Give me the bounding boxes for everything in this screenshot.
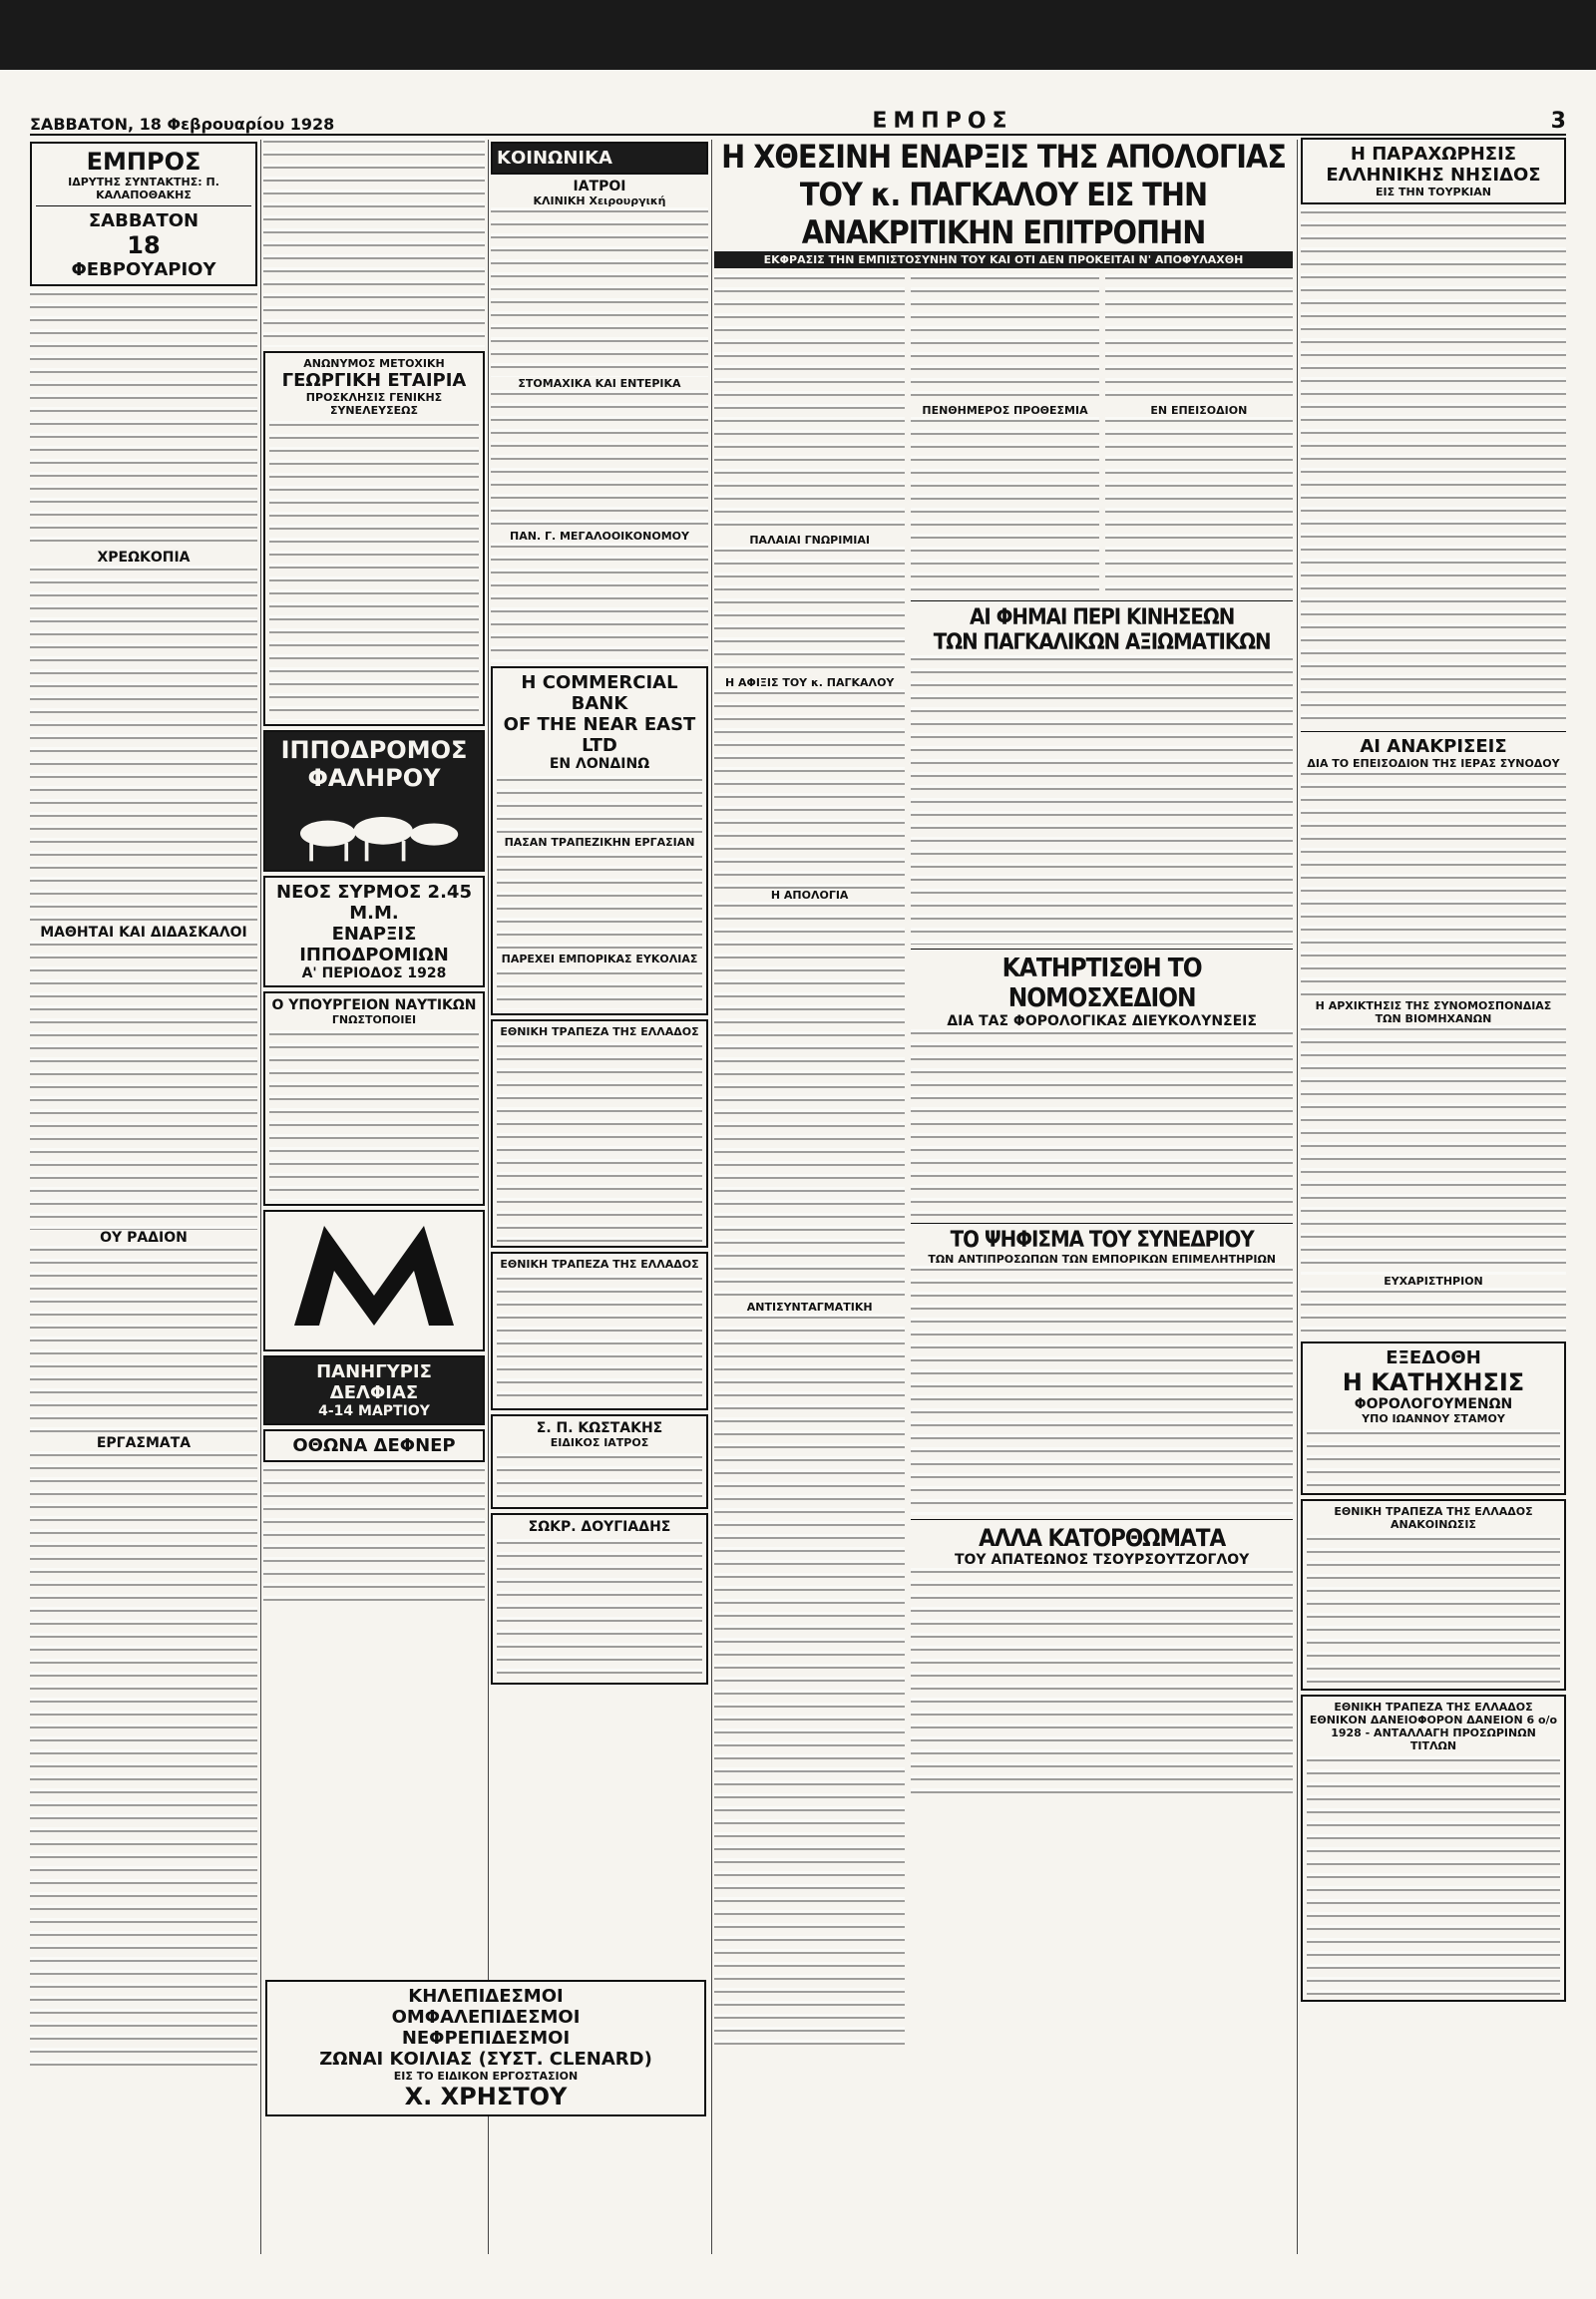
column-main-story: [714, 138, 1293, 2262]
text-block: [491, 543, 708, 662]
column-ads-left: [263, 138, 485, 2262]
column-social: [491, 138, 708, 2262]
text-block: [263, 138, 485, 347]
ad-subtitle: ΓΕΩΡΓΙΚΗ ΕΤΑΙΡΙΑ: [281, 370, 467, 391]
section-heading: Η ΑΡΧΙΚΤΗΣΙΣ ΤΗΣ ΣΥΝΟΜΟΣΠΟΝΔΙΑΣ ΤΩΝ ΒΙΟΜΗΧΑΝΩΝ: [1315, 999, 1552, 1025]
headline-island-2: ΕΛΛΗΝΙΚΗΣ ΝΗΣΙΔΟΣ: [1326, 165, 1541, 186]
column-rule: [260, 140, 261, 2254]
ad-line: ΕΙΣ ΤΟ ΕΙΔΙΚΟΝ ΕΡΓΟΣΤΑΣΙΟΝ: [393, 2070, 579, 2083]
column-rule: [1297, 140, 1298, 2254]
ad-line: ΟΜΦΑΛΕΠΙΔΕΣΜΟΙ: [391, 2007, 581, 2028]
ad-line: ΠΑΡΕΧΕΙ ΕΜΠΟΡΙΚΑΣ ΕΥΚΟΛΙΑΣ: [501, 953, 698, 965]
ad-hippodrome: [263, 730, 485, 872]
editorial-daynum: 18: [127, 231, 161, 259]
text-block: [714, 274, 905, 534]
ad-line: ΝΕΟΣ ΣΥΡΜΟΣ 2.45 Μ.Μ.: [276, 882, 472, 924]
ad-races-schedule: [263, 876, 485, 987]
section-heading: Η ΑΦΙΞΙΣ ΤΟΥ κ. ΠΑΓΚΑΛΟΥ: [724, 676, 895, 689]
ad-logo-m: [263, 1210, 485, 1351]
headline-resolution-sub: ΤΩΝ ΑΝΤΙΠΡΟΣΩΠΩΝ ΤΩΝ ΕΜΠΟΡΙΚΩΝ ΕΠΙΜΕΛΗΤΗΡΙΩΝ: [928, 1253, 1276, 1266]
ad-note: ΠΡΟΣΚΛΗΣΙΣ ΓΕΝΙΚΗΣ ΣΥΝΕΛΕΥΣΕΩΣ: [305, 391, 443, 417]
text-block: [269, 421, 479, 720]
editorial-subtitle: ΙΔΡΥΤΗΣ ΣΥΝΤΑΚΤΗΣ: Π. ΚΑΛΑΠΟΘΑΚΗΣ: [68, 176, 219, 201]
main-subheadline: ΕΚΦΡΑΣΙΣ ΤΗΝ ΕΜΠΙΣΤΟΣΥΝΗΝ ΤΟΥ ΚΑΙ ΟΤΙ ΔΕΝ ΠΡΟΚΕΙΤΑΙ Ν' ΑΠΟΦΥΛΑΧΘΗ: [714, 251, 1293, 268]
ad-line: Α' ΠΕΡΙΟΔΟΣ 1928: [301, 965, 447, 981]
ad-line: ΦΟΡΟΛΟΓΟΥΜΕΝΩΝ: [1354, 1396, 1513, 1412]
section-heading: ΜΑΘΗΤΑΙ ΚΑΙ ΔΙΔΑΣΚΑΛΟΙ: [40, 925, 247, 941]
headline-island: Η ΠΑΡΑΧΩΡΗΣΙΣ: [1350, 144, 1517, 165]
ad-line: Ο ΥΠΟΥΡΓΕΙΟΝ ΝΑΥΤΙΚΩΝ: [271, 997, 477, 1013]
text-block: [1307, 1429, 1560, 1489]
text-block: [714, 689, 905, 889]
ad-line: OF THE NEAR EAST LTD: [503, 714, 696, 756]
section-heading: ΣΤΟΜΑΧΙΚΑ ΚΑΙ ΕΝΤΕΡΙΚΑ: [518, 377, 681, 390]
text-block: [30, 1246, 257, 1435]
headline-inquiries: ΑΙ ΑΝΑΚΡΙΣΕΙΣ: [1360, 736, 1507, 757]
text-block: [1301, 1025, 1566, 1275]
ad-line: ΑΝΑΚΟΙΝΩΣΙΣ: [1391, 1518, 1476, 1531]
text-block: [714, 1314, 905, 2052]
text-block: [30, 566, 257, 925]
text-block: [911, 1266, 1293, 1515]
text-block: [1105, 274, 1293, 404]
text-block: [497, 1539, 702, 1679]
ad-doctor-kostakis: [491, 1414, 708, 1509]
column-rule: [711, 140, 712, 2254]
ad-line: ΠΑΝΗΓΥΡΙΣ ΔΕΛΦΙΑΣ: [316, 1361, 432, 1403]
text-block: [497, 853, 702, 953]
text-block: [911, 1568, 1293, 1797]
text-block: [269, 1030, 479, 1200]
ad-line: ΓΝΩΣΤΟΠΟΙΕΙ: [331, 1013, 417, 1026]
text-block: [1301, 770, 1566, 999]
ad-delphi-festival: [263, 1355, 485, 1425]
letter-m-logo-icon: [284, 1216, 464, 1336]
headline-fraudster: ΑΛΛΑ ΚΑΤΟΡΘΩΜΑΤΑ: [979, 1524, 1226, 1552]
headline-officers-2: ΤΩΝ ΠΑΓΚΑΛΙΚΩΝ ΑΞΙΩΜΑΤΙΚΩΝ: [933, 630, 1271, 655]
section-heading: ΕΡΓΑΣΜΑΤΑ: [96, 1435, 192, 1451]
ad-book-box: [1301, 1341, 1566, 1495]
horses-illustration-icon: [274, 792, 474, 866]
ad-commercial-bank: [491, 666, 708, 1015]
ad-line: ΕΝΑΡΞΙΣ ΙΠΠΟΔΡΟΜΙΩΝ: [299, 924, 449, 965]
social-title: ΚΟΙΝΩΝΙΚΑ: [497, 148, 612, 169]
text-block: [911, 417, 1098, 596]
text-block: [30, 941, 257, 1230]
headline-fraudster-sub: ΤΟΥ ΑΠΑΤΕΩΝΟΣ ΤΣΟΥΡΣΟΥΤΖΟΓΛΟΥ: [954, 1552, 1250, 1568]
section-heading: ΕΝ ΕΠΕΙΣΟΔΙΟΝ: [1150, 404, 1248, 417]
social-header: [491, 142, 708, 175]
text-block: [497, 1042, 702, 1242]
ad-national-bank-2: [491, 1252, 708, 1410]
ad-hernia-belts: [265, 1980, 706, 2116]
page-header: [30, 108, 1566, 136]
ad-line: Χ. ΧΡΗΣΤΟΥ: [404, 2083, 568, 2110]
ad-line: Η ΚΑΤΗΧΗΣΙΣ: [1342, 1368, 1525, 1396]
headline-bill-sub: ΔΙΑ ΤΑΣ ΦΟΡΟΛΟΓΙΚΑΣ ΔΙΕΥΚΟΛΥΝΣΕΙΣ: [947, 1013, 1257, 1029]
text-block: [497, 1275, 702, 1404]
page-number: 3: [1550, 109, 1566, 134]
editorial-month: ΦΕΒΡΟΥΑΡΙΟΥ: [71, 259, 216, 280]
column-rule: [488, 140, 489, 2254]
column-news-right: [1301, 138, 1566, 2262]
text-block: [491, 207, 708, 377]
headline-bill: ΚΑΤΗΡΤΙΣΘΗ ΤΟ ΝΟΜΟΣΧΕΔΙΟΝ: [1001, 954, 1202, 1013]
section-heading: ΠΑΝ. Γ. ΜΕΓΑΛΟΟΙΚΟΝΟΜΟΥ: [510, 530, 689, 543]
header-date: ΣΑΒΒΑΤΟΝ, 18 Φεβρουαρίου 1928: [30, 115, 335, 134]
text-block: [1307, 1535, 1560, 1685]
text-block: [714, 547, 905, 676]
ad-line: ΕΘΝΙΚΗ ΤΡΑΠΕΖΑ ΤΗΣ ΕΛΛΑΔΟΣ: [500, 1258, 699, 1271]
text-block: [911, 655, 1293, 945]
text-block: [1301, 1288, 1566, 1338]
ad-navy-ministry: [263, 991, 485, 1206]
ad-line: ΠΑΣΑΝ ΤΡΑΠΕΖΙΚΗΝ ΕΡΓΑΣΙΑΝ: [504, 836, 695, 849]
text-block: [1301, 208, 1566, 727]
ad-otho-defner: [263, 1429, 485, 1462]
ad-line: Η COMMERCIAL BANK: [521, 672, 678, 714]
editorial-masthead: [30, 142, 257, 286]
main-headline: Η ΧΘΕΣΙΝΗ ΕΝΑΡΞΙΣ ΤΗΣ ΑΠΟΛΟΓΙΑΣ: [721, 138, 1286, 176]
text-block: [491, 390, 708, 530]
ad-line: ΕΘΝΙΚΗ ΤΡΑΠΕΖΑ ΤΗΣ ΕΛΛΑΔΟΣ: [1334, 1505, 1533, 1518]
ad-line: ΕΞΕΔΟΘΗ: [1386, 1347, 1481, 1368]
headline-officers: ΑΙ ΦΗΜΑΙ ΠΕΡΙ ΚΙΝΗΣΕΩΝ: [970, 605, 1235, 630]
scan-top-band: [0, 0, 1596, 70]
text-block: [30, 1451, 257, 2070]
ad-line: ΖΩΝΑΙ ΚΟΙΛΙΑΣ (ΣΥΣΤ. CLENARD): [319, 2049, 652, 2070]
ad-line: ΕΘΝΙΚΗ ΤΡΑΠΕΖΑ ΤΗΣ ΕΛΛΑΔΟΣ: [500, 1025, 699, 1038]
headline-resolution: ΤΟ ΨΗΦΙΣΜΑ ΤΟΥ ΣΥΝΕΔΡΙΟΥ: [950, 1228, 1254, 1253]
main-headline-2: ΤΟΥ κ. ΠΑΓΚΑΛΟΥ ΕΙΣ ΤΗΝ ΑΝΑΚΡΙΤΙΚΗΝ ΕΠΙΤΡΟΠΗΝ: [799, 176, 1208, 251]
ad-line: 4-14 ΜΑΡΤΙΟΥ: [318, 1403, 430, 1419]
text-block: [1105, 417, 1293, 596]
text-block: [1307, 1756, 1560, 1996]
ad-line: ΟΘΩΝΑ ΔΕΦΝΕΡ: [292, 1435, 456, 1456]
text-block: [911, 274, 1098, 404]
ad-line: Σ. Π. ΚΩΣΤΑΚΗΣ: [536, 1420, 663, 1436]
ad-line: ΣΩΚΡ. ΔΟΥΓΙΑΔΗΣ: [528, 1519, 671, 1535]
ad-doctor-dougiadis: [491, 1513, 708, 1685]
ad-title: ΑΝΩΝΥΜΟΣ ΜΕΤΟΧΙΚΗ: [303, 357, 445, 370]
section-heading: ΑΝΤΙΣΥΝΤΑΓΜΑΤΙΚΗ: [746, 1301, 873, 1314]
ad-line: ΚΗΛΕΠΙΔΕΣΜΟΙ: [408, 1986, 564, 2007]
section-heading: ΧΡΕΩΚΟΠΙΑ: [97, 550, 191, 566]
section-heading: ΟΥ ΡΑΔΙΟΝ: [100, 1230, 188, 1246]
ad-line: ΕΘΝΙΚΗ ΤΡΑΠΕΖΑ ΤΗΣ ΕΛΛΑΔΟΣ: [1334, 1701, 1533, 1714]
ad-line: ΕΝ ΛΟΝΔΙΝΩ: [549, 756, 650, 772]
headline-island-box: [1301, 138, 1566, 204]
text-block: [263, 1466, 485, 1606]
section-heading: ΠΕΝΘΗΜΕΡΟΣ ΠΡΟΘΕΣΜΙΑ: [922, 404, 1088, 417]
text-block: [30, 290, 257, 550]
ad-hippodrome-title: ΙΠΠΟΔΡΟΜΟΣ ΦΑΛΗΡΟΥ: [280, 736, 468, 792]
text-block: [497, 1453, 702, 1503]
ad-line: ΕΙΔΙΚΟΣ ΙΑΤΡΟΣ: [550, 1436, 649, 1449]
text-block: [497, 776, 702, 836]
section-heading: ΕΥΧΑΡΙΣΤΗΡΙΟΝ: [1384, 1275, 1483, 1288]
ad-agricultural-company: [263, 351, 485, 726]
ad-national-bank-right-1: [1301, 1499, 1566, 1691]
ad-national-bank-right-2: [1301, 1695, 1566, 2002]
section-heading: ΠΑΛΑΙΑΙ ΓΝΩΡΙΜΙΑΙ: [749, 534, 870, 547]
text-block: [714, 902, 905, 1301]
ad-line: ΝΕΦΡΕΠΙΔΕΣΜΟΙ: [401, 2028, 571, 2049]
header-masthead: ΕΜΠΡΟΣ: [872, 109, 1013, 134]
ad-line: ΥΠΟ ΙΩΑΝΝΟΥ ΣΤΑΜΟΥ: [1362, 1412, 1505, 1425]
ad-line: ΕΘΝΙΚΟΝ ΔΑΝΕΙΟΦΟΡΟΝ ΔΑΝΕΙΟΝ 6 ο/ο 1928 - ΑΝΤΑΛΛΑΓΗ ΠΡΟΣΩΡΙΝΩΝ ΤΙΤΛΩΝ: [1309, 1714, 1558, 1752]
section-heading: ΙΑΤΡΟΙ: [573, 179, 626, 194]
ad-national-bank-1: [491, 1019, 708, 1248]
column-editorial: [30, 138, 257, 2262]
text-block: [497, 969, 702, 1009]
section-heading: Η ΑΠΟΛΟΓΙΑ: [770, 889, 849, 902]
headline-inquiries-sub: ΔΙΑ ΤΟ ΕΠΕΙΣΟΔΙΟΝ ΤΗΣ ΙΕΡΑΣ ΣΥΝΟΔΟΥ: [1307, 757, 1560, 770]
section-heading: ΚΛΙΝΙΚΗ Χειρουργική: [533, 194, 666, 207]
headline-island-3: ΕΙΣ ΤΗΝ ΤΟΥΡΚΙΑΝ: [1376, 186, 1491, 198]
text-block: [911, 1029, 1293, 1219]
editorial-title: ΕΜΠΡΟΣ: [86, 148, 201, 176]
editorial-day: ΣΑΒΒΑΤΟΝ: [88, 210, 200, 231]
